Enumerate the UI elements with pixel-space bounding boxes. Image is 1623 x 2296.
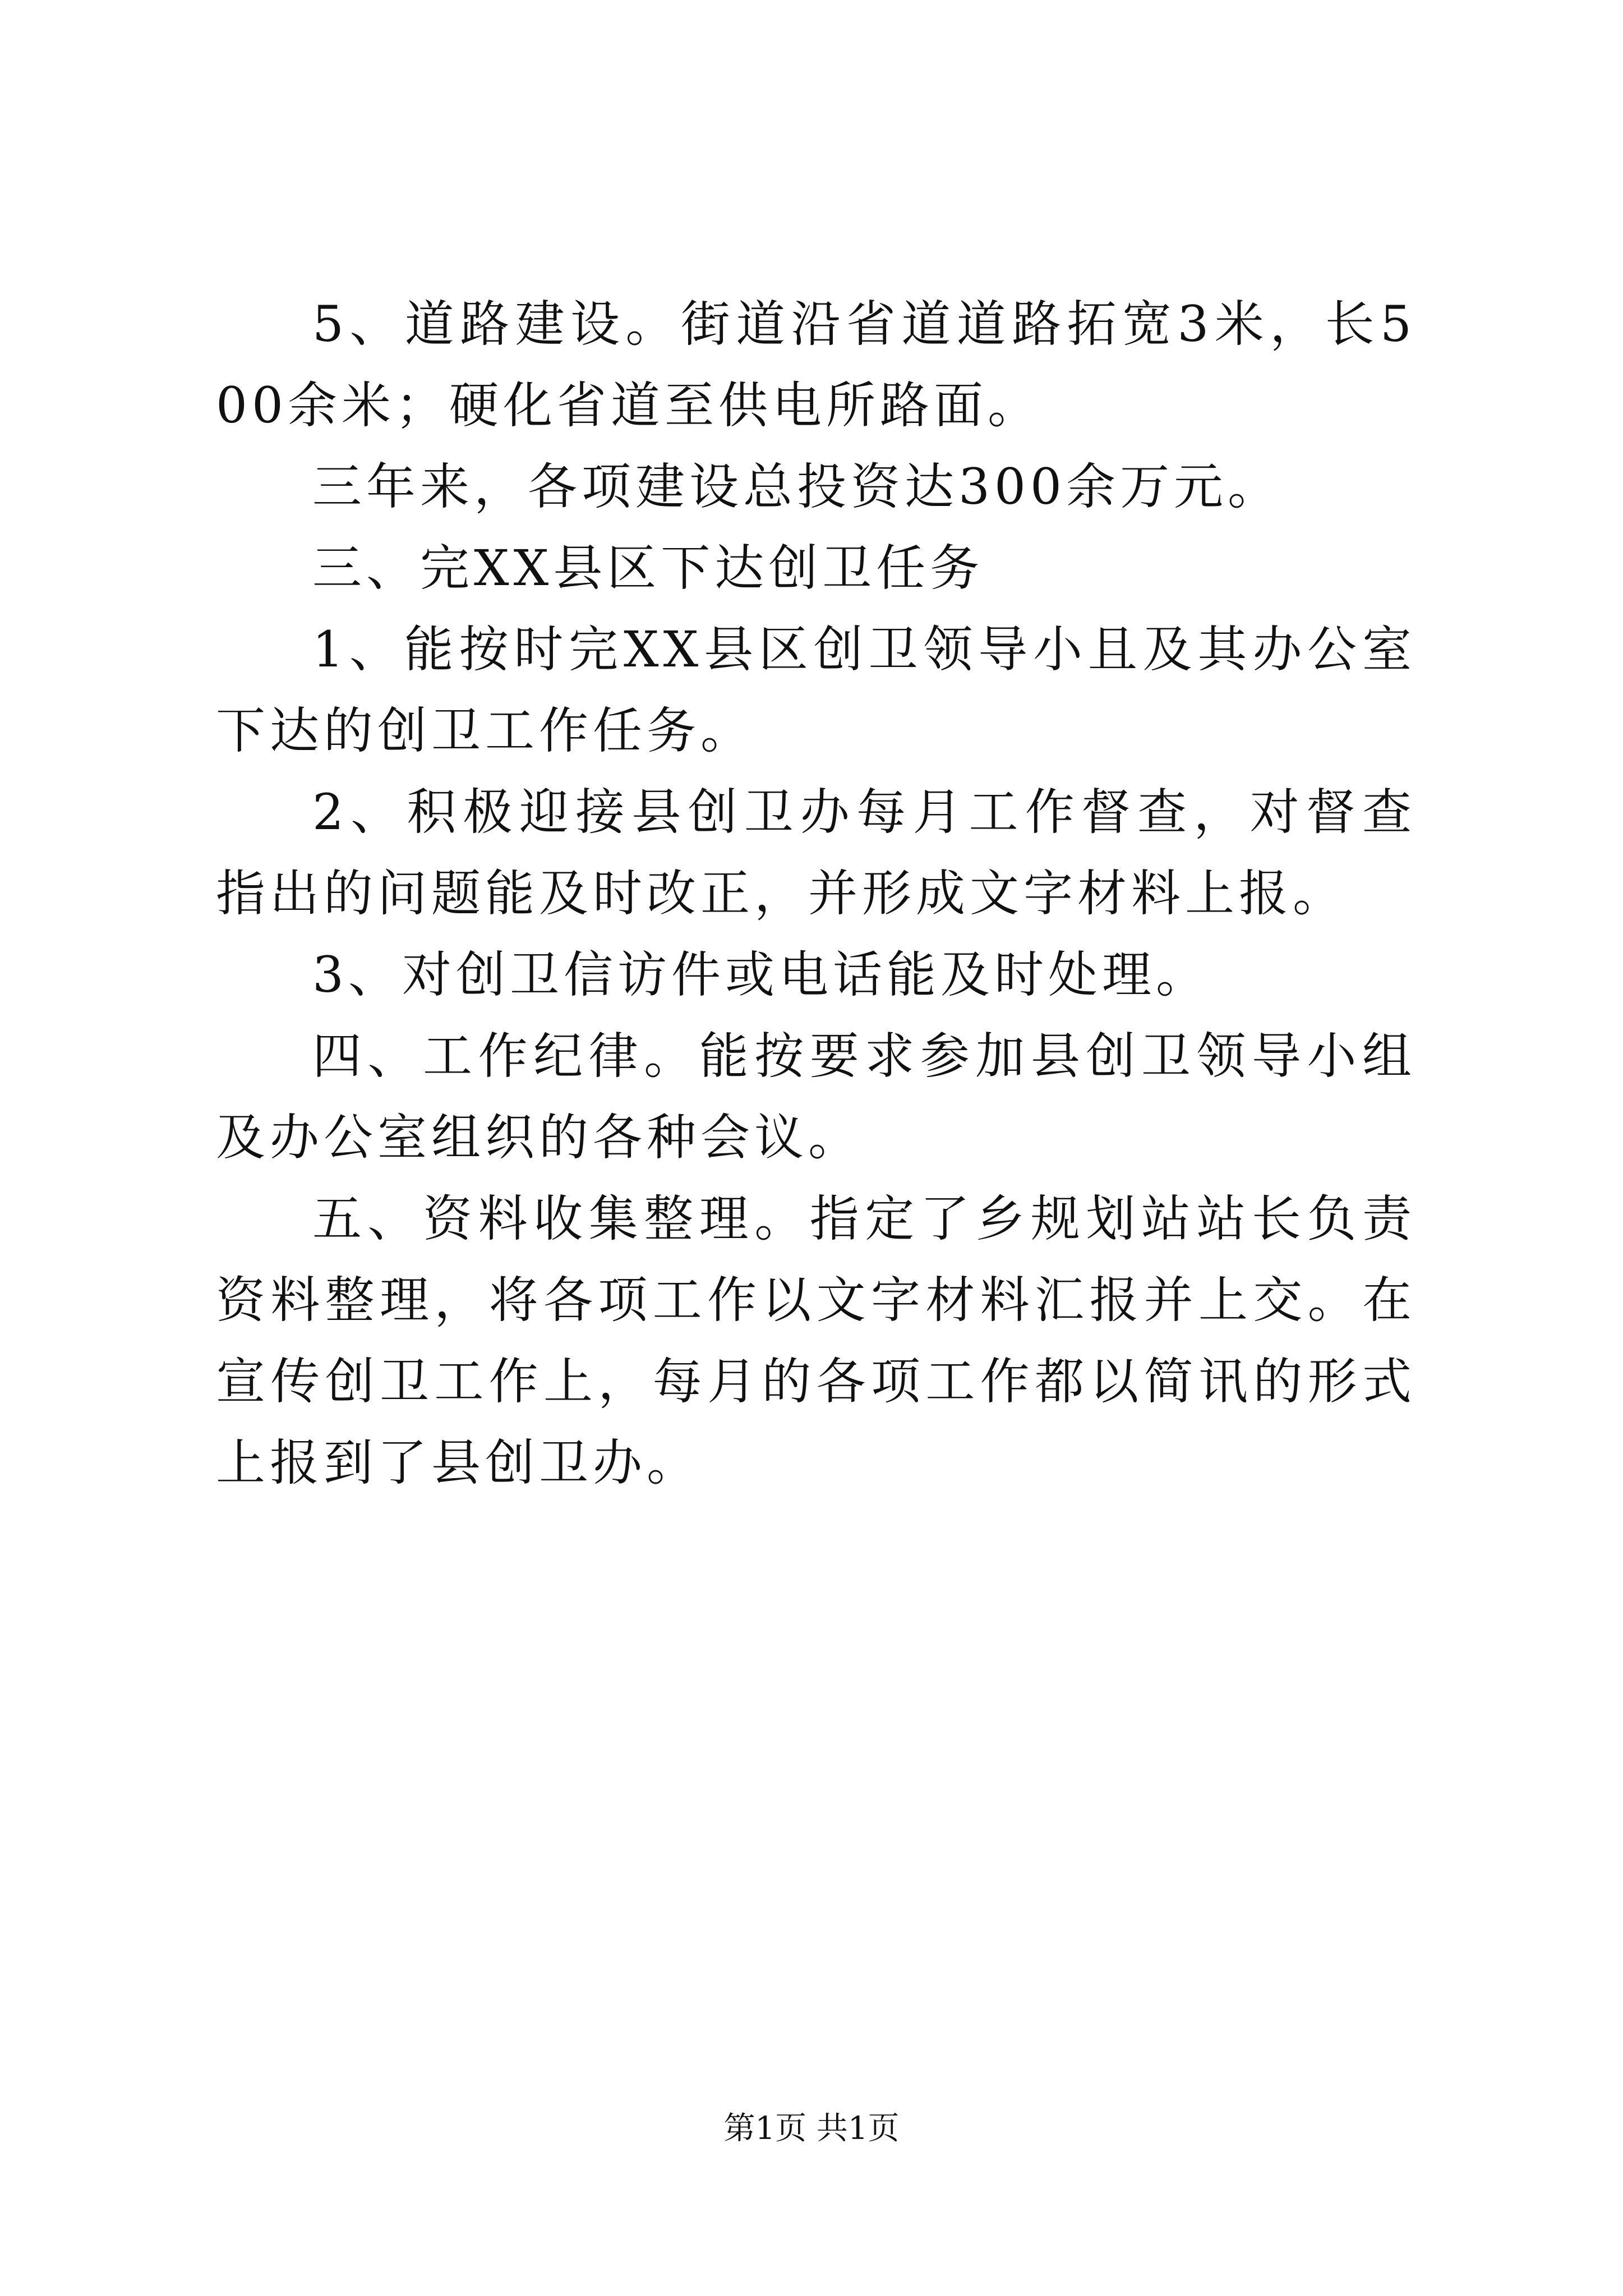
- section-heading-tasks: 三、完XX县区下达创卫任务: [312, 539, 984, 597]
- paragraph-task-1: 1、能按时完XX县区创卫领导小且及其办公室下达的创卫工作任务。: [216, 620, 1416, 760]
- page-number-footer: 第1页 共1页: [723, 2110, 900, 2147]
- paragraph-task-3: 3、对创卫信访件或电话能及时处理。: [312, 946, 1210, 1004]
- paragraph-task-2: 2、积极迎接县创卫办每月工作督查，对督查指出的问题能及时改正，并形成文字材料上报。: [216, 783, 1416, 922]
- paragraph-work-discipline: 四、工作纪律。能按要求参加县创卫领导小组及办公室组织的各种会议。: [216, 1027, 1416, 1166]
- paragraph-total-investment: 三年来，各项建设总投资达300余万元。: [312, 458, 1281, 516]
- paragraph-data-collection: 五、资料收集整理。指定了乡规划站站长负责资料整理，将各项工作以文字材料汇报并上交。在宣传创卫工作上，每月的各项工作都以简讯的形式上报到了县创卫办。: [216, 1190, 1416, 1492]
- document-body: [216, 283, 1416, 1503]
- paragraph-road-construction: 5、道路建设。街道沿省道道路拓宽3米，长500余米；硬化省道至供电所路面。: [216, 295, 1416, 434]
